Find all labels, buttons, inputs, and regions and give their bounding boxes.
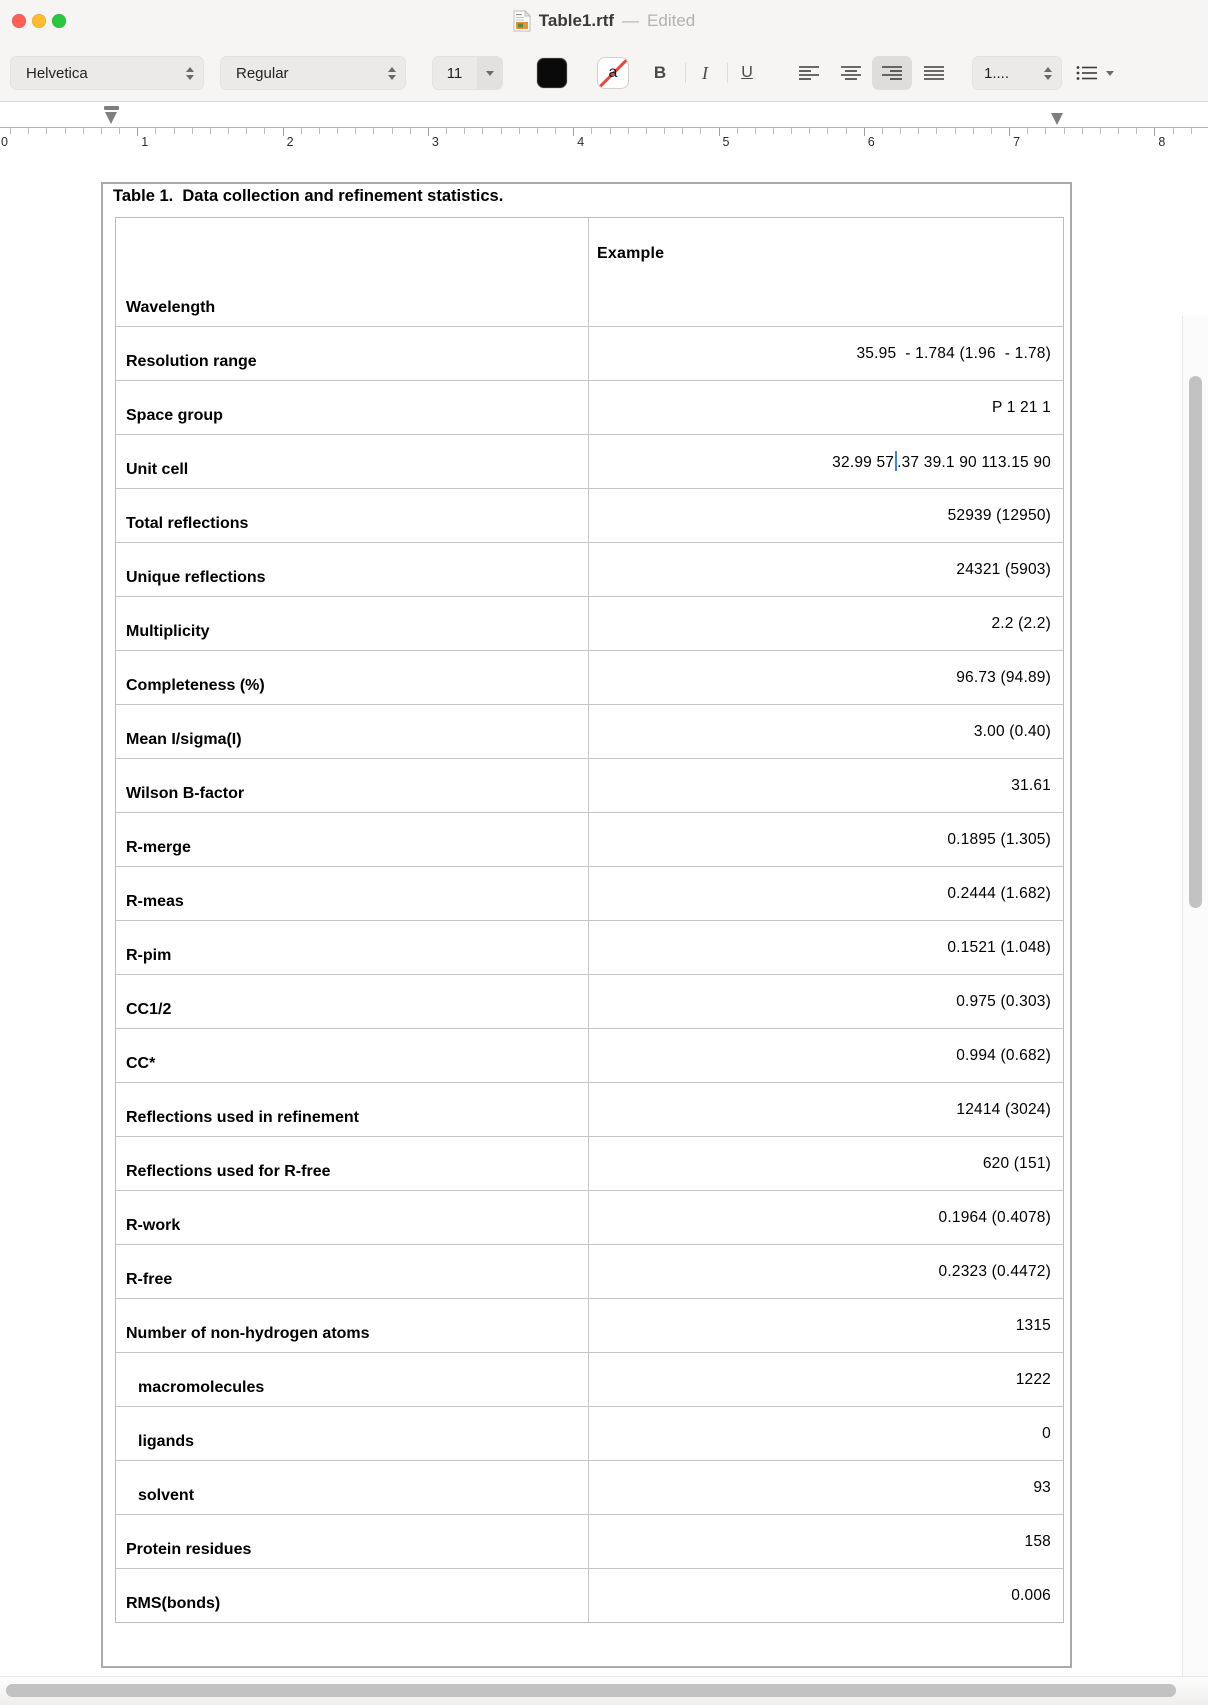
bold-button[interactable]: B — [653, 63, 667, 82]
row-value-cell[interactable] — [589, 759, 1063, 812]
row-value-cell[interactable] — [589, 597, 1063, 650]
row-value: 96.73 (94.89) — [956, 668, 1051, 686]
row-label-cell[interactable] — [116, 1569, 589, 1622]
row-value: 35.95 - 1.784 (1.96 - 1.78) — [856, 344, 1051, 362]
table-row[interactable] — [116, 272, 1063, 326]
row-label-cell[interactable] — [116, 597, 589, 650]
ruler-tick — [900, 128, 901, 134]
align-left-button[interactable] — [789, 56, 829, 90]
ruler-tick — [174, 128, 175, 134]
row-label: Unique reflections — [126, 569, 266, 586]
ruler-tick — [192, 128, 193, 134]
ruler-tick — [337, 128, 338, 134]
ruler-tick — [464, 128, 465, 134]
ruler-tick — [955, 128, 956, 134]
row-value: 1222 — [1015, 1370, 1051, 1388]
ruler-tick — [355, 128, 356, 134]
row-label-cell[interactable] — [116, 813, 589, 866]
row-value: 31.61 — [1011, 776, 1051, 794]
edited-status: Edited — [647, 11, 696, 30]
row-label: Number of non-hydrogen atoms — [126, 1325, 370, 1342]
ruler-tick — [827, 128, 828, 134]
table-row[interactable] — [116, 650, 1063, 704]
font-size-value: 11 — [446, 64, 463, 82]
ruler-tick — [519, 128, 520, 134]
ruler-tick — [264, 128, 265, 134]
header-label: Example — [597, 245, 665, 262]
row-value: 0.975 (0.303) — [956, 992, 1051, 1010]
row-label-cell[interactable] — [116, 759, 589, 812]
table-row[interactable] — [116, 596, 1063, 650]
line-spacing-select[interactable] — [972, 56, 1062, 90]
row-value-cell[interactable] — [589, 1461, 1063, 1514]
row-label: Completeness (%) — [126, 677, 265, 694]
row-value: 0.1521 (1.048) — [947, 938, 1051, 956]
document-icon — [513, 10, 531, 32]
ruler-tick — [918, 128, 919, 134]
ruler-tick — [228, 128, 229, 134]
ruler-number: 5 — [722, 135, 730, 149]
ruler-tick — [319, 128, 320, 134]
ruler-tick — [137, 128, 138, 136]
row-label: R-meas — [126, 893, 184, 910]
align-justify-button[interactable] — [914, 56, 954, 90]
row-label: Resolution range — [126, 353, 257, 370]
underline-button[interactable]: U — [741, 64, 753, 81]
row-label-cell[interactable] — [116, 1299, 589, 1352]
toolbar-divider — [727, 63, 728, 83]
ruler-tick — [700, 128, 701, 134]
ruler-tick — [591, 128, 592, 134]
row-value-cell[interactable] — [589, 1245, 1063, 1298]
row-label: ligands — [138, 1433, 195, 1450]
table-row[interactable] — [116, 1136, 1063, 1190]
ruler-tick — [1118, 128, 1119, 134]
ruler-tick — [809, 128, 810, 134]
row-value-cell[interactable] — [589, 1137, 1063, 1190]
row-label-cell[interactable] — [116, 489, 589, 542]
ruler-tick — [773, 128, 774, 134]
ruler-tick — [373, 128, 374, 134]
row-value-cell[interactable] — [589, 1353, 1063, 1406]
row-value: 3.00 (0.40) — [973, 722, 1051, 740]
line-spacing-value: 1.... — [984, 64, 1010, 82]
ruler-tick — [555, 128, 556, 134]
data-table — [115, 217, 1064, 1623]
ruler-number: 2 — [286, 135, 294, 149]
row-label: R-pim — [126, 947, 172, 964]
ruler-tick — [101, 128, 102, 134]
ruler-number: 1 — [141, 135, 149, 149]
row-label: R-work — [126, 1217, 181, 1234]
row-label-cell[interactable] — [116, 1515, 589, 1568]
row-value: 0.1964 (0.4078) — [938, 1208, 1051, 1226]
row-label-cell[interactable] — [116, 381, 589, 434]
ruler-number: 3 — [431, 135, 439, 149]
row-value-cell[interactable] — [589, 1515, 1063, 1568]
align-left-icon — [798, 65, 820, 81]
background-color-well[interactable] — [598, 58, 628, 88]
ruler-tick — [119, 128, 120, 134]
row-label-cell[interactable] — [116, 975, 589, 1028]
ruler-tick — [428, 128, 429, 136]
row-label-cell[interactable] — [116, 327, 589, 380]
row-value-cell[interactable] — [589, 705, 1063, 758]
row-value: 24321 (5903) — [956, 560, 1051, 578]
row-label-cell[interactable] — [116, 1407, 589, 1460]
table-row[interactable] — [116, 1298, 1063, 1352]
ruler-tick — [991, 128, 992, 134]
row-value-cell[interactable] — [589, 1299, 1063, 1352]
table-row[interactable] — [116, 1460, 1063, 1514]
horizontal-scrollbar-thumb[interactable] — [6, 1684, 1176, 1697]
row-label-cell[interactable] — [116, 1461, 589, 1514]
ruler-tick — [501, 128, 502, 134]
updown-chevron-icon — [186, 67, 194, 80]
row-value: 0.2444 (1.682) — [947, 884, 1051, 902]
table-row[interactable] — [116, 380, 1063, 434]
italic-button[interactable]: I — [702, 62, 708, 83]
row-label-cell[interactable] — [116, 435, 589, 488]
table-row[interactable] — [116, 1082, 1063, 1136]
table-row[interactable] — [116, 1406, 1063, 1460]
background-color-glyph: a — [608, 64, 618, 81]
row-label-cell[interactable] — [116, 867, 589, 920]
ruler-tick — [1027, 128, 1028, 134]
row-value-cell[interactable] — [589, 813, 1063, 866]
table-row[interactable] — [116, 326, 1063, 380]
ruler-tick — [301, 128, 302, 134]
ruler-tick — [1154, 128, 1155, 136]
font-size-select[interactable] — [432, 56, 503, 90]
row-value: 0.006 — [1011, 1586, 1051, 1604]
row-label-cell[interactable] — [116, 272, 589, 326]
ruler-tick — [846, 128, 847, 134]
align-justify-icon — [923, 65, 945, 81]
ruler-tick — [46, 128, 47, 134]
ruler-tick — [446, 128, 447, 134]
font-family-select[interactable] — [10, 56, 204, 90]
left-indent-marker[interactable] — [105, 112, 117, 124]
table-header-row[interactable] — [116, 218, 1063, 272]
row-label-cell[interactable] — [116, 1353, 589, 1406]
table-row[interactable] — [116, 866, 1063, 920]
chevron-down-icon — [1106, 71, 1114, 76]
row-value-cell[interactable] — [589, 651, 1063, 704]
row-value-cell[interactable] — [589, 381, 1063, 434]
table-row[interactable] — [116, 542, 1063, 596]
ruler-tick — [1064, 128, 1065, 134]
horizontal-scrollbar[interactable] — [0, 1676, 1208, 1705]
table-row[interactable] — [116, 1352, 1063, 1406]
row-value-cell[interactable] — [589, 867, 1063, 920]
ruler-tick — [628, 128, 629, 134]
row-label: Protein residues — [126, 1541, 252, 1558]
row-value-cell[interactable] — [589, 1083, 1063, 1136]
ruler-tick — [682, 128, 683, 134]
ruler-tick — [973, 128, 974, 134]
table-row[interactable] — [116, 1244, 1063, 1298]
row-label: macromolecules — [138, 1379, 265, 1396]
row-label: Unit cell — [126, 461, 189, 478]
ruler-number: 8 — [1158, 135, 1166, 149]
document-area[interactable] — [0, 158, 1182, 1676]
ruler-tick — [246, 128, 247, 134]
row-value-cell[interactable] — [589, 543, 1063, 596]
ruler-number: 6 — [867, 135, 875, 149]
table-row[interactable] — [116, 488, 1063, 542]
chevron-down-icon — [477, 56, 503, 90]
ruler-tick — [410, 128, 411, 134]
updown-chevron-icon — [1044, 67, 1052, 80]
row-label: Multiplicity — [126, 623, 210, 640]
ruler-tick — [537, 128, 538, 134]
align-center-button[interactable] — [831, 56, 871, 90]
ruler-tick — [1136, 128, 1137, 134]
align-right-icon — [881, 65, 903, 81]
ruler-number: 0 — [1, 135, 8, 149]
ruler-tick — [882, 128, 883, 134]
row-label-cell[interactable] — [116, 1191, 589, 1244]
ruler-tick — [10, 128, 11, 134]
ruler-tick — [610, 128, 611, 134]
table-row[interactable] — [116, 1190, 1063, 1244]
vertical-scrollbar[interactable] — [1182, 316, 1208, 1705]
row-label-cell[interactable] — [116, 1245, 589, 1298]
ruler-tick — [283, 128, 284, 136]
ruler-tick — [737, 128, 738, 134]
ruler-tick — [1173, 128, 1174, 134]
ruler-tick — [664, 128, 665, 134]
table-row[interactable] — [116, 758, 1063, 812]
row-label: Reflections used for R-free — [126, 1163, 331, 1180]
ruler-tick — [1191, 128, 1192, 134]
ruler-tick — [1082, 128, 1083, 134]
row-value-cell[interactable] — [589, 975, 1063, 1028]
font-style-select[interactable] — [220, 56, 406, 90]
table-frame — [101, 182, 1072, 1668]
row-label: R-free — [126, 1271, 173, 1288]
row-label: Total reflections — [126, 515, 249, 532]
row-value: P 1 21 1 — [991, 398, 1051, 416]
ruler-tick — [646, 128, 647, 134]
text-color-well[interactable] — [537, 58, 567, 88]
row-value-cell[interactable] — [589, 1191, 1063, 1244]
row-label-cell[interactable] — [116, 543, 589, 596]
text-cursor — [895, 451, 898, 471]
row-label: solvent — [138, 1487, 195, 1504]
row-value: 93 — [1033, 1478, 1051, 1496]
ruler-tick — [392, 128, 393, 134]
right-indent-marker[interactable] — [1051, 113, 1063, 125]
row-value-cell[interactable] — [589, 272, 1063, 326]
row-label-cell[interactable] — [116, 1029, 589, 1082]
table-row[interactable] — [116, 1568, 1063, 1622]
title-separator: — — [622, 11, 640, 30]
row-label: CC* — [126, 1055, 156, 1072]
row-label: CC1/2 — [126, 1001, 172, 1018]
table-rows — [116, 272, 1063, 1622]
table-row[interactable] — [116, 920, 1063, 974]
header-example-cell[interactable] — [589, 218, 1063, 272]
window-chrome — [0, 0, 1208, 102]
ruler-tick — [791, 128, 792, 134]
row-value: 620 (151) — [982, 1154, 1051, 1172]
row-value: 1315 — [1015, 1316, 1051, 1334]
document-title[interactable]: Table1.rtf — [538, 11, 615, 30]
ruler-tick — [1009, 128, 1010, 136]
ruler-tick — [1045, 128, 1046, 134]
ruler-tick — [482, 128, 483, 134]
row-value: 0 — [1042, 1424, 1051, 1442]
ruler-tick — [755, 128, 756, 134]
updown-chevron-icon — [388, 67, 396, 80]
row-label-cell[interactable] — [116, 921, 589, 974]
row-label: Wilson B-factor — [126, 785, 245, 802]
toolbar-divider — [685, 63, 686, 83]
row-value: 2.2 (2.2) — [991, 614, 1051, 632]
first-line-indent-marker[interactable] — [104, 106, 119, 110]
row-value-cell[interactable] — [589, 327, 1063, 380]
align-center-icon — [840, 65, 862, 81]
row-value: 158 — [1024, 1532, 1051, 1550]
ruler-tick — [155, 128, 156, 134]
table-row[interactable] — [116, 704, 1063, 758]
row-label: Reflections used in refinement — [126, 1109, 359, 1126]
ruler-tick — [65, 128, 66, 134]
row-value-cell[interactable] — [589, 489, 1063, 542]
row-value: 52939 (12950) — [947, 506, 1051, 524]
row-label: R-merge — [126, 839, 191, 856]
row-label-cell[interactable] — [116, 651, 589, 704]
row-label: RMS(bonds) — [126, 1595, 221, 1612]
row-value-cell[interactable] — [589, 1407, 1063, 1460]
ruler-tick — [28, 128, 29, 134]
table-title[interactable]: Table 1. Data collection and refinement statistics. — [113, 187, 504, 205]
row-value: 0.1895 (1.305) — [947, 830, 1051, 848]
row-value-cell[interactable] — [589, 1029, 1063, 1082]
table-row[interactable] — [116, 1028, 1063, 1082]
row-value: 0.994 (0.682) — [956, 1046, 1051, 1064]
ruler-number: 4 — [577, 135, 585, 149]
vertical-scrollbar-thumb[interactable] — [1189, 376, 1202, 908]
ruler[interactable] — [0, 102, 1208, 158]
bulleted-list-icon — [1076, 65, 1098, 81]
ruler-tick — [1100, 128, 1101, 134]
table-row[interactable] — [116, 812, 1063, 866]
ruler-tick — [210, 128, 211, 134]
header-empty-cell[interactable] — [116, 218, 589, 272]
table-row[interactable] — [116, 1514, 1063, 1568]
row-value-cell[interactable] — [589, 1569, 1063, 1622]
ruler-tick — [83, 128, 84, 134]
ruler-tick — [864, 128, 865, 136]
table-row[interactable] — [116, 974, 1063, 1028]
title-bar — [0, 10, 1208, 32]
row-label-cell[interactable] — [116, 1137, 589, 1190]
ruler-tick — [573, 128, 574, 136]
ruler-number: 7 — [1013, 135, 1021, 149]
row-label: Mean I/sigma(I) — [126, 731, 242, 748]
list-style-select[interactable] — [1076, 56, 1114, 90]
row-value-cell[interactable] — [589, 435, 1063, 488]
align-right-button[interactable] — [872, 56, 912, 90]
font-family-value: Helvetica — [26, 64, 88, 82]
row-value-cell[interactable] — [589, 921, 1063, 974]
row-value: 12414 (3024) — [956, 1100, 1051, 1118]
table-row[interactable] — [116, 434, 1063, 488]
row-value: 0.2323 (0.4472) — [938, 1262, 1051, 1280]
row-value: 32.99 57 .37 39.1 90 113.15 90 — [832, 451, 1051, 472]
row-label-cell[interactable] — [116, 1083, 589, 1136]
row-label-cell[interactable] — [116, 705, 589, 758]
font-style-value: Regular — [236, 64, 289, 82]
row-label: Space group — [126, 407, 223, 424]
row-label: Wavelength — [126, 299, 216, 316]
ruler-tick — [719, 128, 720, 136]
ruler-tick — [936, 128, 937, 134]
